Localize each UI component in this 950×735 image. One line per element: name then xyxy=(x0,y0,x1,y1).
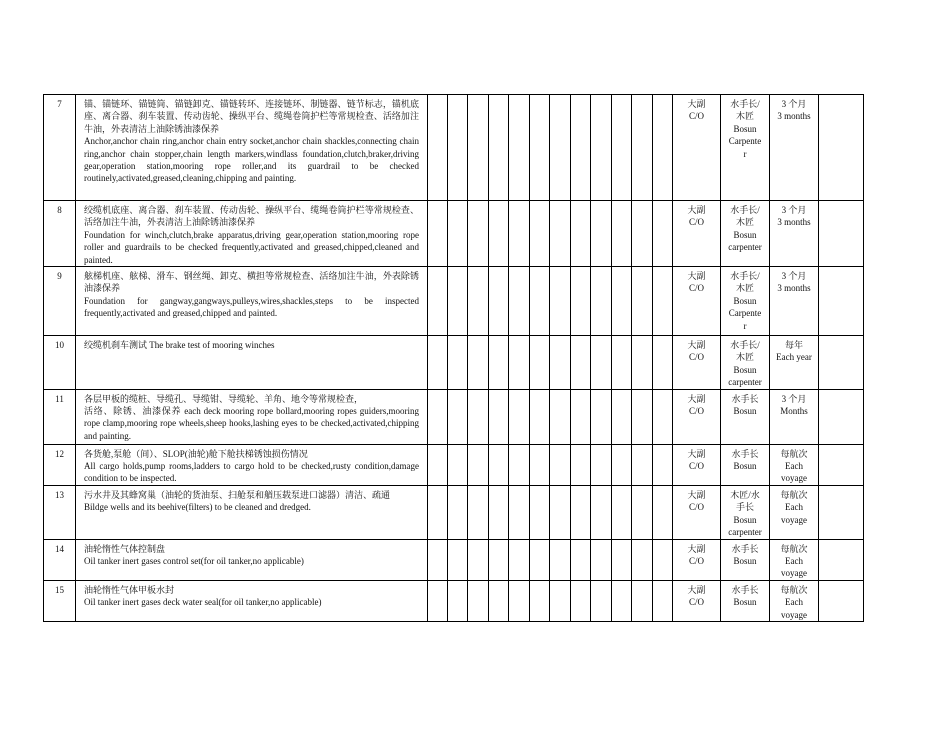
responsible-officer xyxy=(673,336,721,390)
check-cell xyxy=(489,444,509,485)
description-english: Oil tanker inert gases deck water seal(for oil tanker,no applicable) xyxy=(84,597,322,608)
responsible-crew-line: Bosun xyxy=(733,364,757,375)
check-cell xyxy=(550,485,571,539)
responsible-crew xyxy=(721,267,770,336)
check-cell xyxy=(632,389,653,444)
check-cell xyxy=(612,444,632,485)
item-description xyxy=(76,485,428,539)
responsible-officer-line: C/O xyxy=(688,217,704,228)
check-cell xyxy=(550,336,571,390)
item-description xyxy=(76,444,428,485)
check-cell xyxy=(571,95,591,201)
interval-line: 3 个月 xyxy=(781,205,807,215)
interval xyxy=(770,580,819,621)
check-cell xyxy=(468,336,489,390)
check-cell xyxy=(509,95,530,201)
responsible-crew-line: Carpente xyxy=(728,308,762,319)
responsible-crew-line: Bosun xyxy=(733,295,757,306)
check-cell xyxy=(468,580,489,621)
description-english: 活络、除锈、油漆保养 each deck mooring rope bollard,mooring ropes guiders,mooring rope clamp,mooring rope wheels,sheep hooks,lashing eyes to be checked,activated,chipping and painting. xyxy=(84,406,419,441)
maintenance-table xyxy=(43,94,909,622)
table-body xyxy=(44,95,909,622)
check-cell xyxy=(448,201,468,267)
responsible-officer xyxy=(673,485,721,539)
interval-line: 3 个月 xyxy=(781,99,807,109)
item-number: 9 xyxy=(44,267,76,336)
table-row xyxy=(44,485,909,539)
check-cell xyxy=(428,95,448,201)
item-description xyxy=(76,539,428,580)
remarks-cell xyxy=(819,539,864,580)
item-description xyxy=(76,201,428,267)
check-cell xyxy=(550,580,571,621)
check-cell xyxy=(509,267,530,336)
check-cell xyxy=(509,336,530,390)
responsible-officer-line: 大副 xyxy=(687,340,706,351)
check-cell xyxy=(468,201,489,267)
responsible-officer xyxy=(673,95,721,201)
check-cell xyxy=(612,201,632,267)
check-cell xyxy=(509,539,530,580)
responsible-officer xyxy=(673,267,721,336)
item-number: 8 xyxy=(44,201,76,267)
responsible-officer-line: C/O xyxy=(688,406,704,417)
responsible-crew-line: Bosun xyxy=(733,555,757,566)
description-chinese: 污水井及其蜂窝巢（油轮的货油泵、扫舱泵和艏压载泵进口滤器）清洁、疏通 xyxy=(84,489,391,500)
table-row xyxy=(44,201,909,267)
check-cell xyxy=(489,201,509,267)
check-cell xyxy=(509,201,530,267)
check-cell xyxy=(428,267,448,336)
check-cell xyxy=(653,336,673,390)
responsible-crew xyxy=(721,95,770,201)
responsible-crew-line: Bosun xyxy=(733,406,757,417)
check-cell xyxy=(571,580,591,621)
check-cell xyxy=(530,201,550,267)
check-cell xyxy=(550,444,571,485)
check-cell xyxy=(591,444,612,485)
responsible-crew-line: 木匠 xyxy=(735,217,754,228)
responsible-officer xyxy=(673,389,721,444)
responsible-crew-line: Bosun xyxy=(733,229,757,240)
responsible-crew xyxy=(721,485,770,539)
description-chinese: 各货舱,泵舱（间）、SLOP(油轮)舱下舱扶梯锈蚀损伤情况 xyxy=(84,448,308,459)
check-cell xyxy=(591,201,612,267)
check-cell xyxy=(428,201,448,267)
item-number: 10 xyxy=(44,336,76,390)
responsible-officer-line: 大副 xyxy=(687,393,706,404)
description-chinese: 绞缆机刹车测试 xyxy=(84,340,148,351)
check-cell xyxy=(632,485,653,539)
check-cell xyxy=(571,267,591,336)
interval-line: 3 个月 xyxy=(781,393,807,404)
interval-line: 每航次 xyxy=(780,489,808,500)
interval-line: Months xyxy=(780,406,808,417)
responsible-crew-line: 木匠 xyxy=(735,111,754,122)
check-cell xyxy=(448,444,468,485)
responsible-officer-line: C/O xyxy=(688,283,704,294)
check-cell xyxy=(530,336,550,390)
item-description xyxy=(76,267,428,336)
check-cell xyxy=(612,539,632,580)
check-cell xyxy=(468,539,489,580)
interval xyxy=(770,539,819,580)
check-cell xyxy=(632,95,653,201)
check-cell xyxy=(653,444,673,485)
check-cell xyxy=(591,485,612,539)
check-cell xyxy=(653,580,673,621)
check-cell xyxy=(468,267,489,336)
remarks-cell xyxy=(819,336,864,390)
remarks-cell xyxy=(819,580,864,621)
check-cell xyxy=(591,389,612,444)
check-cell xyxy=(468,444,489,485)
responsible-officer-line: 大副 xyxy=(687,448,706,459)
item-description xyxy=(76,336,428,390)
check-cell xyxy=(530,267,550,336)
check-cell xyxy=(530,444,550,485)
description-english: All cargo holds,pump rooms,ladders to cargo hold to be checked,rusty condition,damage condition to be inspected. xyxy=(84,461,419,484)
check-cell xyxy=(428,580,448,621)
description-chinese: 各层甲板的缆桩、导缆孔、导缆钳、导缆轮、羊角、地令等常规检查， xyxy=(84,393,364,404)
check-cell xyxy=(653,95,673,201)
check-cell xyxy=(428,539,448,580)
interval-line: Each year xyxy=(776,352,812,363)
responsible-crew-line: Bosun xyxy=(733,514,757,525)
check-cell xyxy=(489,336,509,390)
remarks-cell xyxy=(819,201,864,267)
interval-line: Each xyxy=(785,461,803,472)
item-number: 11 xyxy=(44,389,76,444)
check-cell xyxy=(468,389,489,444)
responsible-officer-line: C/O xyxy=(688,502,704,513)
description-english: The brake test of mooring winches xyxy=(149,340,275,351)
check-cell xyxy=(550,95,571,201)
description-chinese: 油轮惰性气体控制盘 xyxy=(84,543,166,554)
check-cell xyxy=(591,336,612,390)
check-cell xyxy=(509,389,530,444)
check-cell xyxy=(632,444,653,485)
check-cell xyxy=(530,539,550,580)
interval-line: voyage xyxy=(781,514,807,525)
check-cell xyxy=(571,201,591,267)
responsible-crew-line: 木匠 xyxy=(735,352,754,363)
responsible-crew xyxy=(721,389,770,444)
description-english: Bildge wells and its beehive(filters) to be cleaned and dredged. xyxy=(84,502,311,513)
responsible-officer xyxy=(673,201,721,267)
item-number: 13 xyxy=(44,485,76,539)
interval xyxy=(770,336,819,390)
check-cell xyxy=(612,336,632,390)
responsible-officer xyxy=(673,580,721,621)
check-cell xyxy=(571,539,591,580)
responsible-officer-line: 大副 xyxy=(687,543,706,554)
check-cell xyxy=(612,95,632,201)
check-cell xyxy=(530,580,550,621)
check-cell xyxy=(653,201,673,267)
check-cell xyxy=(468,95,489,201)
check-cell xyxy=(653,267,673,336)
check-cell xyxy=(612,389,632,444)
responsible-crew-line: 手长 xyxy=(735,502,754,513)
check-cell xyxy=(612,485,632,539)
check-cell xyxy=(448,336,468,390)
item-number: 15 xyxy=(44,580,76,621)
check-cell xyxy=(428,485,448,539)
check-cell xyxy=(571,336,591,390)
check-cell xyxy=(530,389,550,444)
responsible-officer-line: C/O xyxy=(688,111,704,122)
interval-line: 每年 xyxy=(784,340,803,351)
responsible-crew-line: 水手长 xyxy=(731,584,759,595)
check-cell xyxy=(489,389,509,444)
interval xyxy=(770,485,819,539)
responsible-crew-line: Bosun xyxy=(733,461,757,472)
interval-line: Each xyxy=(785,555,803,566)
responsible-officer-line: C/O xyxy=(688,461,704,472)
responsible-crew-line: 水手长 xyxy=(731,543,759,554)
interval xyxy=(770,389,819,444)
responsible-officer-line: C/O xyxy=(688,352,704,363)
responsible-crew-line: Bosun xyxy=(733,123,757,134)
item-description xyxy=(76,389,428,444)
check-cell xyxy=(530,485,550,539)
check-cell xyxy=(530,95,550,201)
responsible-officer-line: 大副 xyxy=(687,584,706,595)
check-cell xyxy=(489,267,509,336)
check-cell xyxy=(653,539,673,580)
description-english: Foundation for winch,clutch,brake apparatus,driving gear,operation station,mooring rope roller and guardrails to be checked frequently,activated and greased,chipped,cleaned and painted. xyxy=(84,229,419,265)
check-cell xyxy=(509,580,530,621)
check-cell xyxy=(550,267,571,336)
responsible-officer-line: 大副 xyxy=(687,489,706,500)
check-cell xyxy=(448,485,468,539)
description-chinese: 绞缆机底座、离合器、刹车装置、传动齿轮、操纵平台、缆绳卷筒护栏等常规检查、活络加注牛油，外表清洁上油除锈油漆保养 xyxy=(84,205,419,228)
responsible-crew-line: 木匠 xyxy=(735,283,754,294)
check-cell xyxy=(448,539,468,580)
responsible-crew-line: 水手长/ xyxy=(730,340,760,351)
responsible-officer xyxy=(673,539,721,580)
check-cell xyxy=(428,336,448,390)
remarks-cell xyxy=(819,267,864,336)
check-cell xyxy=(468,485,489,539)
check-cell xyxy=(571,389,591,444)
table-row xyxy=(44,539,909,580)
check-cell xyxy=(653,485,673,539)
responsible-officer-line: 大副 xyxy=(687,99,706,109)
responsible-crew-line: carpenter xyxy=(728,377,762,388)
description-english: Oil tanker inert gases control set(for oil tanker,no applicable) xyxy=(84,555,304,566)
remarks-cell xyxy=(819,444,864,485)
remarks-cell xyxy=(819,95,864,201)
check-cell xyxy=(489,485,509,539)
responsible-crew-line: 水手长/ xyxy=(730,205,760,215)
description-english: Foundation for gangway,gangways,pulleys,wires,shackles,steps to be inspected frequently,activated and greased,chipped and painted. xyxy=(84,295,419,319)
item-number: 14 xyxy=(44,539,76,580)
description-chinese: 锚、锚链环、锚链筒、锚链卸克、锚链转环、连接链环、制链器、链节标志，锚机底座、离合器、刹车装置、传动齿轮、操纵平台、缆绳卷筒护栏等常规检查、活络加注牛油，外表清洁上油除锈油漆保养 xyxy=(84,99,419,134)
responsible-officer-line: C/O xyxy=(688,597,704,608)
responsible-crew-line: Bosun xyxy=(733,597,757,608)
interval xyxy=(770,444,819,485)
check-cell xyxy=(632,539,653,580)
responsible-crew-line: carpenter xyxy=(728,242,762,253)
responsible-crew xyxy=(721,580,770,621)
item-number: 12 xyxy=(44,444,76,485)
check-cell xyxy=(550,389,571,444)
interval-line: 每航次 xyxy=(780,448,808,459)
interval-line: 每航次 xyxy=(780,543,808,554)
interval-line: Each xyxy=(785,597,803,608)
responsible-crew-line: carpenter xyxy=(728,527,762,538)
responsible-crew-line: 水手长 xyxy=(731,448,759,459)
table-row xyxy=(44,389,909,444)
check-cell xyxy=(428,444,448,485)
check-cell xyxy=(448,580,468,621)
interval-line: 3 months xyxy=(777,217,811,228)
responsible-crew xyxy=(721,201,770,267)
item-number: 7 xyxy=(44,95,76,201)
check-cell xyxy=(591,95,612,201)
check-cell xyxy=(550,539,571,580)
item-description xyxy=(76,580,428,621)
check-cell xyxy=(571,485,591,539)
check-cell xyxy=(509,485,530,539)
interval xyxy=(770,267,819,336)
remarks-cell xyxy=(819,389,864,444)
interval-line: 3 months xyxy=(777,283,811,294)
check-cell xyxy=(489,95,509,201)
check-cell xyxy=(632,580,653,621)
responsible-crew xyxy=(721,444,770,485)
remarks-cell xyxy=(819,485,864,539)
interval-line: 3 months xyxy=(777,111,811,122)
responsible-officer-line: C/O xyxy=(688,555,704,566)
check-cell xyxy=(612,580,632,621)
table-row xyxy=(44,580,909,621)
interval-line: 每航次 xyxy=(780,584,808,595)
check-cell xyxy=(591,267,612,336)
description-chinese: 油轮惰性气体甲板水封 xyxy=(84,584,175,595)
interval-line: Each xyxy=(785,502,803,513)
responsible-officer-line: 大副 xyxy=(687,205,706,215)
check-cell xyxy=(591,580,612,621)
interval xyxy=(770,201,819,267)
check-cell xyxy=(428,389,448,444)
responsible-crew-line: r xyxy=(743,320,747,331)
check-cell xyxy=(632,336,653,390)
responsible-officer-line: 大副 xyxy=(687,271,706,282)
check-cell xyxy=(489,580,509,621)
interval-line: 3 个月 xyxy=(781,271,807,282)
responsible-crew-line: Carpente xyxy=(728,136,762,147)
item-description xyxy=(76,95,428,201)
responsible-crew-line: 水手长/ xyxy=(730,271,760,282)
responsible-crew-line: 水手长 xyxy=(731,393,759,404)
responsible-officer xyxy=(673,444,721,485)
check-cell xyxy=(509,444,530,485)
check-cell xyxy=(448,267,468,336)
interval-line: voyage xyxy=(781,609,807,620)
table-row xyxy=(44,95,909,201)
check-cell xyxy=(632,267,653,336)
responsible-crew-line: 水手长/ xyxy=(730,99,760,109)
check-cell xyxy=(591,539,612,580)
check-cell xyxy=(612,267,632,336)
interval-line: voyage xyxy=(781,473,807,484)
description-english: Anchor,anchor chain ring,anchor chain entry socket,anchor chain shackles,connecting chain ring,anchor chain stopper,chain length markers,windlass foundation,clutch,braker,driving gear,operation station,mooring rope roller,and its guardrail to be checked routinely,activated,greased,cleaning,chipping and painting. xyxy=(84,136,419,184)
responsible-crew-line: 木匠/水 xyxy=(730,489,760,500)
interval-line: voyage xyxy=(781,568,807,579)
table-row xyxy=(44,336,909,390)
check-cell xyxy=(489,539,509,580)
table-row xyxy=(44,444,909,485)
check-cell xyxy=(448,389,468,444)
check-cell xyxy=(653,389,673,444)
check-cell xyxy=(571,444,591,485)
check-cell xyxy=(632,201,653,267)
responsible-crew xyxy=(721,539,770,580)
table-row xyxy=(44,267,909,336)
check-cell xyxy=(448,95,468,201)
check-cell xyxy=(550,201,571,267)
description-chinese: 舷梯机座、舷梯、滑车、钢丝绳、卸克、横担等常规检查、活络加注牛油，外表除锈油漆保养 xyxy=(84,271,419,294)
interval xyxy=(770,95,819,201)
responsible-crew xyxy=(721,336,770,390)
responsible-crew-line: r xyxy=(743,148,747,159)
